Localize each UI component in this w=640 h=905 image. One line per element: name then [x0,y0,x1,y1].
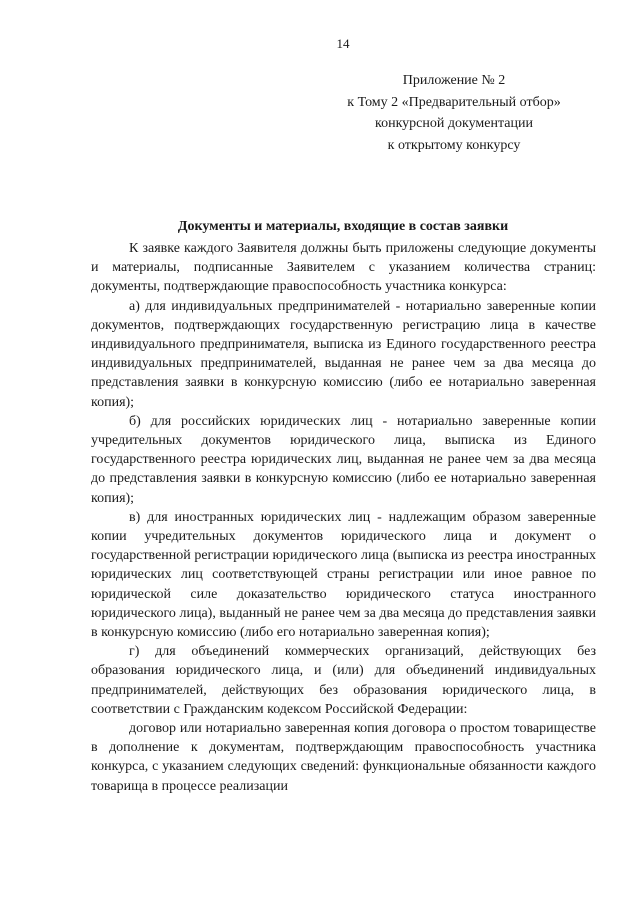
paragraph-b: б) для российских юридических лиц - нотариально заверенные копии учредительных документов юридического лица, выписка из Единого государственного реестра юридических лиц, выданная не ранее чем за два месяца до представления заявки в конкурсную комиссию (либо ее нотариально заверенная копия); [91,413,596,506]
annex-line-4: к открытому конкурсу [387,137,521,153]
page-number: 14 [336,36,350,51]
body-text [91,239,596,796]
paragraph-a: а) для индивидуальных предпринимателей - нотариально заверенные копии документов, подтверждающих государственную регистрацию лица в качестве индивидуального предпринимателя, выписка из Единого государственного реестра индивидуальных предпринимателей, выданная не ранее чем за два месяца до представления заявки в конкурсную комиссию (либо ее нотариально заверенная копия); [91,298,596,410]
annex-line-3: конкурсной документации [375,116,533,131]
section-title: Документы и материалы, входящие в состав заявки [177,219,509,234]
annex-line-1: Приложение № 2 [402,73,506,88]
annex-line-2: к Тому 2 «Предварительный отбор» [347,94,561,110]
paragraph-intro: К заявке каждого Заявителя должны быть приложены следующие документы и материалы, подписанные Заявителем с указанием количества страниц: документы, подтверждающие правоспособность участника конкурса: [91,241,596,295]
paragraph-contract: договор или нотариально заверенная копия договора о простом товариществе в дополнение к документам, подтверждающим правоспособность участника конкурса, с указанием следующих сведений: функциональные обязанности каждого товарища в процессе реализации [91,721,596,794]
paragraph-g: г) для объединений коммерческих организаций, действующих без образования юридического лица, и (или) для объединений индивидуальных предпринимателей, действующих без образования юридического лица, в соответствии с Гражданским кодексом Российской Федерации: [91,644,596,717]
annex-header [304,70,604,156]
paragraph-v: в) для иностранных юридических лиц - надлежащим образом заверенные копии учредительных документов юридического лица и документ о государственной регистрации юридического лица (выписка из реестра иностранных юридических лиц соответствующей страны регистрации или иное равное по юридической силе доказательство юридического статуса иностранного юридического лица), выданный не ранее чем за два месяца до представления заявки в конкурсную комиссию (либо его нотариально заверенная копия); [91,509,596,641]
